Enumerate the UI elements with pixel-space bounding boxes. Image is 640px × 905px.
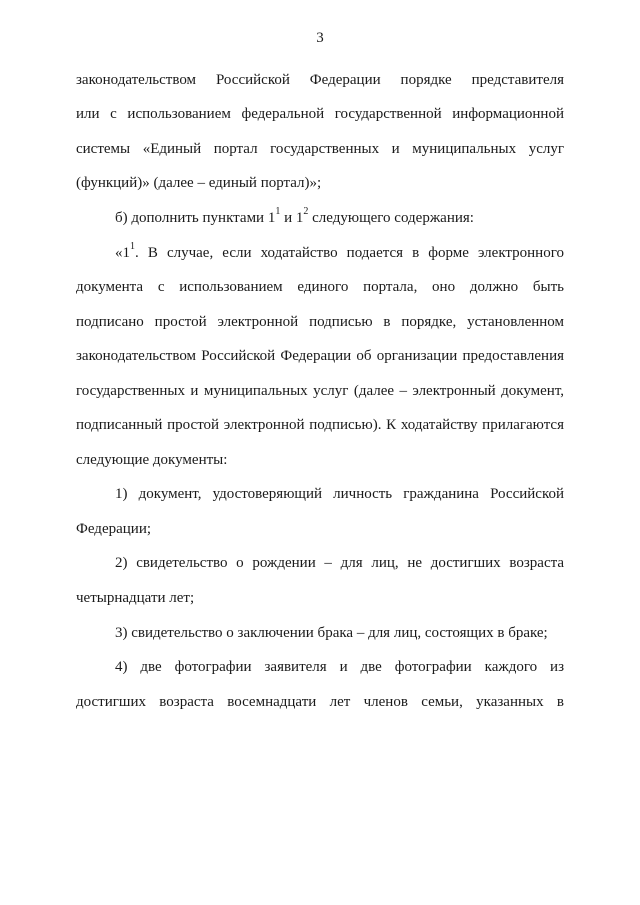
text-line xyxy=(115,243,564,263)
text-span: следующего содержания: xyxy=(308,210,474,226)
text-line: 1) документ, удостоверяющий личность гражданина Российской xyxy=(115,486,564,502)
superscript: 2 xyxy=(303,206,309,217)
text-span: . В случае, если ходатайство подается в форме электронного xyxy=(135,245,564,261)
page-number: 3 xyxy=(316,30,324,46)
text-line: следующие документы: xyxy=(76,452,228,468)
text-line: 2) свидетельство о рождении – для лиц, не достигших возраста xyxy=(115,555,564,571)
superscript: 1 xyxy=(130,241,135,252)
text-span: и 1 xyxy=(280,210,304,226)
text-line: подписано простой электронной подписью в порядке, установленном xyxy=(76,314,564,330)
text-span: «1 xyxy=(115,245,130,261)
text-line: Федерации; xyxy=(76,521,152,537)
text-line: документа с использованием единого портала, оно должно быть xyxy=(76,279,564,295)
text-line: достигших возраста восемнадцати лет членов семьи, указанных в xyxy=(76,694,564,710)
text-line: 3) свидетельство о заключении брака – для лиц, состоящих в браке; xyxy=(115,625,548,641)
text-line: государственных и муниципальных услуг (далее – электронный документ, xyxy=(76,383,564,399)
text-line: (функций)» (далее – единый портал)»; xyxy=(76,175,322,191)
superscript: 1 xyxy=(275,206,281,217)
text-line: подписанный простой электронной подписью). К ходатайству прилагаются xyxy=(76,417,564,433)
text-line: законодательством Российской Федерации порядке представителя xyxy=(76,72,564,88)
text-span: б) дополнить пунктами 1 xyxy=(115,210,276,226)
text-line: системы «Единый портал государственных и муниципальных услуг xyxy=(76,141,564,157)
text-line: законодательством Российской Федерации об организации предоставления xyxy=(76,348,564,364)
text-line: четырнадцати лет; xyxy=(76,590,195,606)
text-line xyxy=(115,208,474,228)
text-line: 4) две фотографии заявителя и две фотографии каждого из xyxy=(115,659,564,675)
text-line: или с использованием федеральной государственной информационной xyxy=(76,106,564,122)
